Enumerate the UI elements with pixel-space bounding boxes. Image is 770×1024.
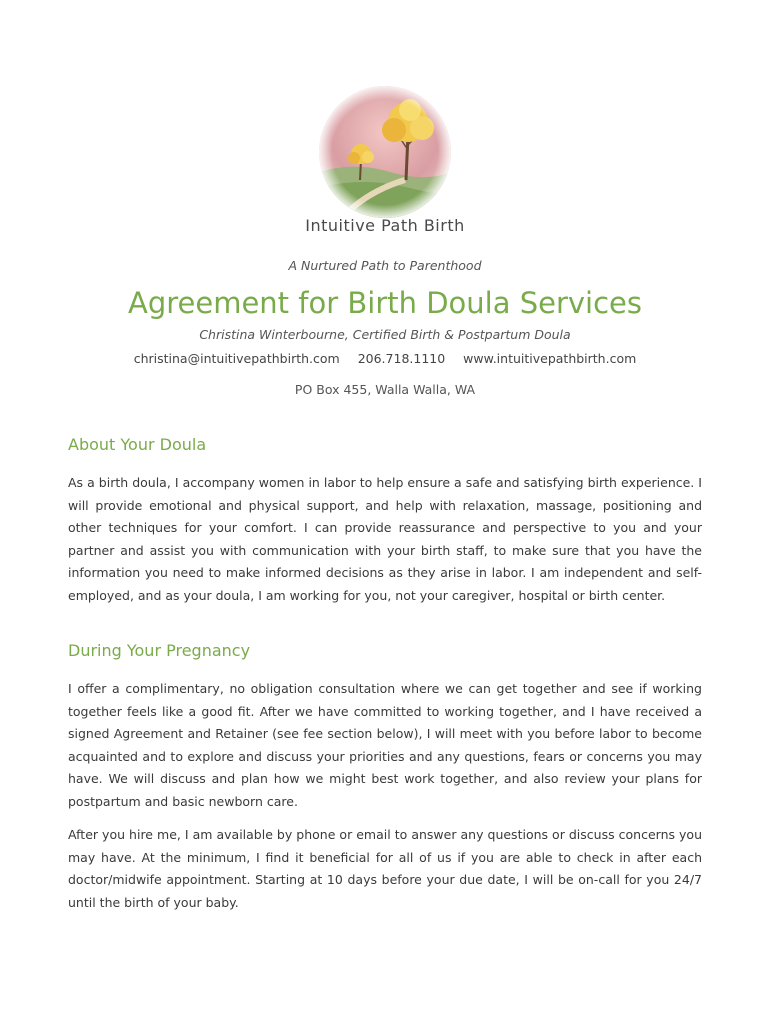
tagline: A Nurtured Path to Parenthood <box>288 258 482 273</box>
contact-row <box>0 351 770 366</box>
website-link[interactable]: www.intuitivepathbirth.com <box>463 351 637 366</box>
subtitle: Christina Winterbourne, Certified Birth & Postpartum Doula <box>199 327 571 342</box>
logo <box>0 80 770 220</box>
section-heading-pregnancy: During Your Pregnancy <box>68 641 251 660</box>
about-paragraph: As a birth doula, I accompany women in labor to help ensure a safe and satisfying birth experience. I will provide emotional and physical support, and help with relaxation, massage, positioning and other techniques for your comfort. I can provide reassurance and perspective to you and your partner and assist you with communication with your birth staff, to make sure that you have the information you need to make informed decisions as they arise in labor. I am independent and self-employed, and as your doula, I am working for you, not your caregiver, hospital or birth center. <box>68 475 702 603</box>
brand-name: Intuitive Path Birth <box>305 216 465 235</box>
address: PO Box 455, Walla Walla, WA <box>294 382 476 397</box>
email-link[interactable]: christina@intuitivepathbirth.com <box>133 351 340 366</box>
phone-number: 206.718.1110 <box>357 351 446 366</box>
tree-logo-icon <box>310 80 460 220</box>
pregnancy-paragraph-2: After you hire me, I am available by phone or email to answer any questions or discuss concerns you may have. At the minimum, I find it beneficial for all of us if you are able to check in after each doctor/midwife appointment. Starting at 10 days before your due date, I will be on-call for you 24/7 until the birth of your baby. <box>68 827 702 910</box>
page-title: Agreement for Birth Doula Services <box>128 286 642 320</box>
section-heading-about: About Your Doula <box>68 435 207 454</box>
pregnancy-paragraph-1: I offer a complimentary, no obligation consultation where we can get together and see if working together feels like a good fit. After we have committed to working together, and I have received a signed Agreement and Retainer (see fee section below), I will meet with you before labor to become acquainted and to explore and discuss your priorities and any questions, fears or concerns you may have. We will discuss and plan how we might best work together, and also review your plans for postpartum and basic newborn care. <box>68 681 702 809</box>
